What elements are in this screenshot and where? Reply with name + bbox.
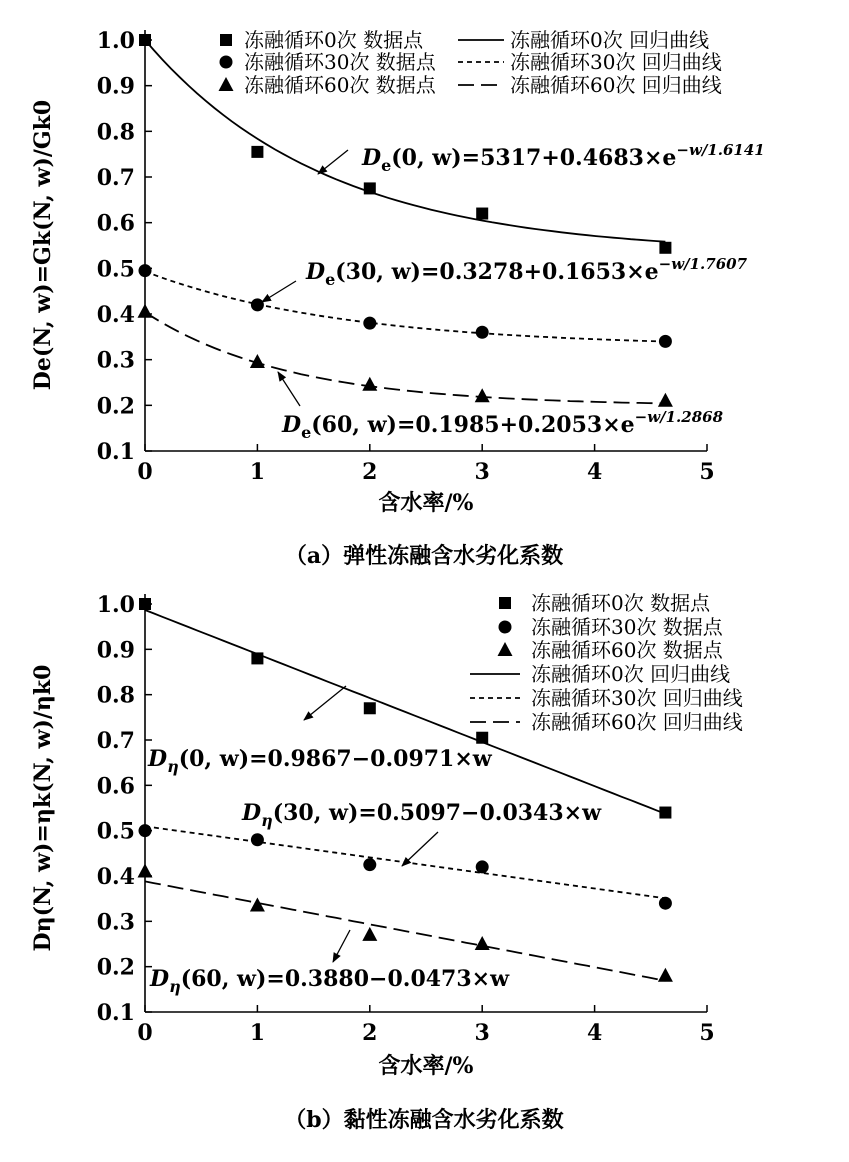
data-point-triangle xyxy=(475,936,490,950)
data-point-circle xyxy=(251,298,264,311)
legend-marker xyxy=(220,56,233,69)
fit-equation-2 xyxy=(281,408,724,442)
eq-symbol: D xyxy=(306,259,326,285)
y-tick-label: 0.4 xyxy=(96,302,135,328)
x-tick-label: 2 xyxy=(362,459,378,485)
eq-symbol: D xyxy=(242,800,262,826)
annotation-arrow xyxy=(333,930,350,962)
figure-caption: （b）黏性冻融含水劣化系数 xyxy=(284,1107,564,1133)
data-point-triangle xyxy=(138,863,153,877)
x-tick-label: 2 xyxy=(362,1020,378,1046)
data-point-triangle xyxy=(138,304,153,318)
fit-equation-0 xyxy=(147,746,493,776)
eq-superscript: −w/1.6141 xyxy=(676,141,765,159)
data-point-square xyxy=(139,34,151,46)
data-point-triangle xyxy=(362,927,377,941)
y-tick-label: 0.6 xyxy=(96,773,135,800)
data-point-triangle xyxy=(658,968,673,982)
y-tick-label: 0.4 xyxy=(96,864,135,890)
y-tick-label: 1.0 xyxy=(96,28,135,54)
annotation-arrow xyxy=(262,281,296,302)
data-point-square xyxy=(364,182,376,194)
legend-label: 冻融循环60次 数据点 xyxy=(531,638,723,662)
data-point-circle xyxy=(139,824,152,837)
y-tick-label: 0.2 xyxy=(96,954,135,981)
legend-marker xyxy=(498,642,513,656)
data-point-circle xyxy=(476,860,489,873)
legend-label: 冻融循环0次 数据点 xyxy=(531,591,711,615)
data-point-circle xyxy=(251,833,264,846)
y-tick-label: 0.3 xyxy=(96,909,135,936)
eq-body: (30, w)=0.3278+0.1653×e xyxy=(335,259,659,285)
chart-a xyxy=(30,28,765,569)
y-axis-label: Dη(N, w)=ηk(N, w)/ηk0 xyxy=(30,664,56,952)
data-point-square xyxy=(476,208,488,220)
data-point-square xyxy=(251,652,263,664)
legend-marker xyxy=(499,621,512,634)
fit-line-2 xyxy=(145,312,665,403)
eq-symbol: D xyxy=(148,746,168,772)
legend-label: 冻融循环30次 回归曲线 xyxy=(531,686,743,710)
annotation-arrow xyxy=(318,150,348,174)
eq-symbol: D xyxy=(282,412,302,438)
legend-label: 冻融循环60次 数据点 xyxy=(244,73,436,97)
x-tick-label: 4 xyxy=(586,1020,603,1046)
legend-label: 冻融循环30次 数据点 xyxy=(531,615,723,639)
y-tick-label: 0.5 xyxy=(96,256,135,283)
data-point-square xyxy=(251,146,263,158)
data-point-square xyxy=(659,242,671,254)
legend-label: 冻融循环60次 回归曲线 xyxy=(531,710,743,734)
eq-subscript: e xyxy=(301,423,312,442)
y-tick-label: 0.8 xyxy=(96,682,135,709)
eq-subscript: η xyxy=(167,757,179,776)
fit-equation-1 xyxy=(305,255,748,289)
eq-body: (0, w)=0.9867−0.0971×w xyxy=(178,746,492,772)
eq-body: (30, w)=0.5097−0.0343×w xyxy=(272,800,602,826)
eq-superscript: −w/1.2868 xyxy=(634,408,724,426)
data-point-circle xyxy=(139,264,152,277)
eq-body: (60, w)=0.1985+0.2053×e xyxy=(311,412,635,438)
eq-subscript: e xyxy=(325,270,336,289)
y-axis-label: De(N, w)=Gk(N, w)/Gk0 xyxy=(30,99,56,391)
fit-equation-1 xyxy=(241,800,602,830)
eq-symbol: D xyxy=(362,145,382,171)
y-tick-label: 0.5 xyxy=(96,818,135,845)
x-tick-label: 1 xyxy=(249,459,266,485)
data-point-triangle xyxy=(362,377,377,391)
y-tick-label: 0.9 xyxy=(96,73,135,100)
x-tick-label: 0 xyxy=(137,1020,153,1046)
legend-label: 冻融循环0次 回归曲线 xyxy=(510,28,710,52)
data-point-triangle xyxy=(658,393,673,407)
data-point-square xyxy=(364,702,376,714)
x-tick-label: 4 xyxy=(586,459,603,485)
y-tick-label: 0.7 xyxy=(96,728,135,754)
legend-marker xyxy=(220,34,232,46)
x-axis-label: 含水率/% xyxy=(378,1053,474,1079)
data-point-circle xyxy=(363,858,376,871)
fit-equation-0 xyxy=(361,141,765,175)
eq-body: (0, w)=5317+0.4683×e xyxy=(391,145,677,171)
x-tick-label: 5 xyxy=(699,459,715,485)
y-tick-label: 0.3 xyxy=(96,347,135,374)
y-tick-label: 0.7 xyxy=(96,165,135,191)
y-tick-label: 0.2 xyxy=(96,393,135,420)
x-tick-label: 3 xyxy=(474,459,490,485)
data-point-square xyxy=(139,598,151,610)
y-tick-label: 0.1 xyxy=(96,439,135,465)
y-tick-label: 0.9 xyxy=(96,637,135,664)
legend-marker xyxy=(219,77,234,91)
y-tick-label: 0.6 xyxy=(96,210,135,237)
legend-label: 冻融循环30次 回归曲线 xyxy=(510,50,722,74)
eq-subscript: η xyxy=(169,977,181,996)
data-point-circle xyxy=(659,335,672,348)
y-tick-label: 1.0 xyxy=(96,592,135,618)
legend-label: 冻融循环0次 回归曲线 xyxy=(531,662,731,686)
eq-subscript: e xyxy=(381,156,392,175)
x-tick-label: 3 xyxy=(474,1020,490,1046)
fit-equation-2 xyxy=(149,966,510,996)
legend-marker xyxy=(499,597,511,609)
x-axis-label: 含水率/% xyxy=(378,490,474,516)
y-tick-label: 0.8 xyxy=(96,119,135,146)
chart-b xyxy=(30,591,743,1133)
legend-label: 冻融循环60次 回归曲线 xyxy=(510,73,722,97)
data-point-circle xyxy=(363,317,376,330)
data-point-square xyxy=(659,807,671,819)
y-tick-label: 0.1 xyxy=(96,1000,135,1026)
eq-body: (60, w)=0.3880−0.0473×w xyxy=(180,966,510,992)
data-point-circle xyxy=(476,326,489,339)
x-tick-label: 5 xyxy=(699,1020,715,1046)
figure-caption: （a）弹性冻融含水劣化系数 xyxy=(284,543,564,569)
annotation-arrow xyxy=(278,372,300,406)
data-point-circle xyxy=(659,897,672,910)
legend-label: 冻融循环30次 数据点 xyxy=(244,50,436,74)
eq-subscript: η xyxy=(261,811,273,830)
annotation-arrow xyxy=(402,832,438,866)
annotation-arrow xyxy=(304,686,346,720)
legend-label: 冻融循环0次 数据点 xyxy=(244,28,424,52)
x-tick-label: 0 xyxy=(137,459,153,485)
x-tick-label: 1 xyxy=(249,1020,266,1046)
data-point-square xyxy=(476,732,488,744)
eq-superscript: −w/1.7607 xyxy=(658,255,748,273)
eq-symbol: D xyxy=(150,966,170,992)
data-point-triangle xyxy=(475,388,490,402)
